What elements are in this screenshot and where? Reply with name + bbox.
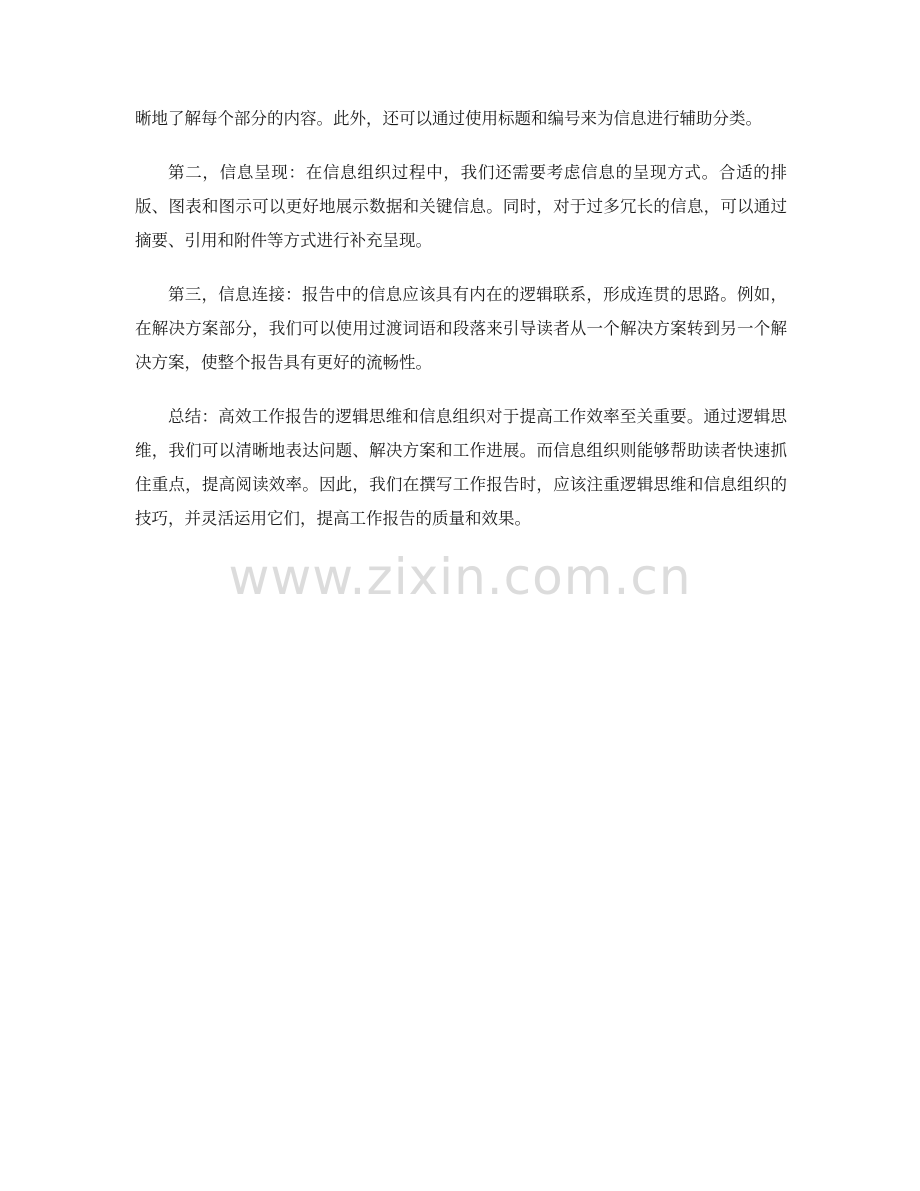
paragraph-information-presentation: 第二，信息呈现：在信息组织过程中，我们还需要考虑信息的呈现方式。合适的排版、图表和图示可以更好地展示数据和关键信息。同时，对于过多冗长的信息，可以通过摘要、引用和附件等方式进行补充呈现。 [135, 163, 787, 250]
paragraph-continuation: 晰地了解每个部分的内容。此外，还可以通过使用标题和编号来为信息进行辅助分类。 [135, 109, 762, 128]
watermark: www.zixin.com.cn [228, 548, 692, 606]
paragraph-information-connection: 第三，信息连接：报告中的信息应该具有内在的逻辑联系，形成连贯的思路。例如，在解决方案部分，我们可以使用过渡词语和段落来引导读者从一个解决方案转到另一个解决方案，使整个报告具有更好的流畅性。 [135, 285, 787, 372]
document-body [135, 102, 787, 556]
paragraph-summary: 总结：高效工作报告的逻辑思维和信息组织对于提高工作效率至关重要。通过逻辑思维，我们可以清晰地表达问题、解决方案和工作进展。而信息组织则能够帮助读者快速抓住重点，提高阅读效率。因此，我们在撰写工作报告时，应该注重逻辑思维和信息组织的技巧，并灵活运用它们，提高工作报告的质量和效果。 [135, 407, 787, 528]
